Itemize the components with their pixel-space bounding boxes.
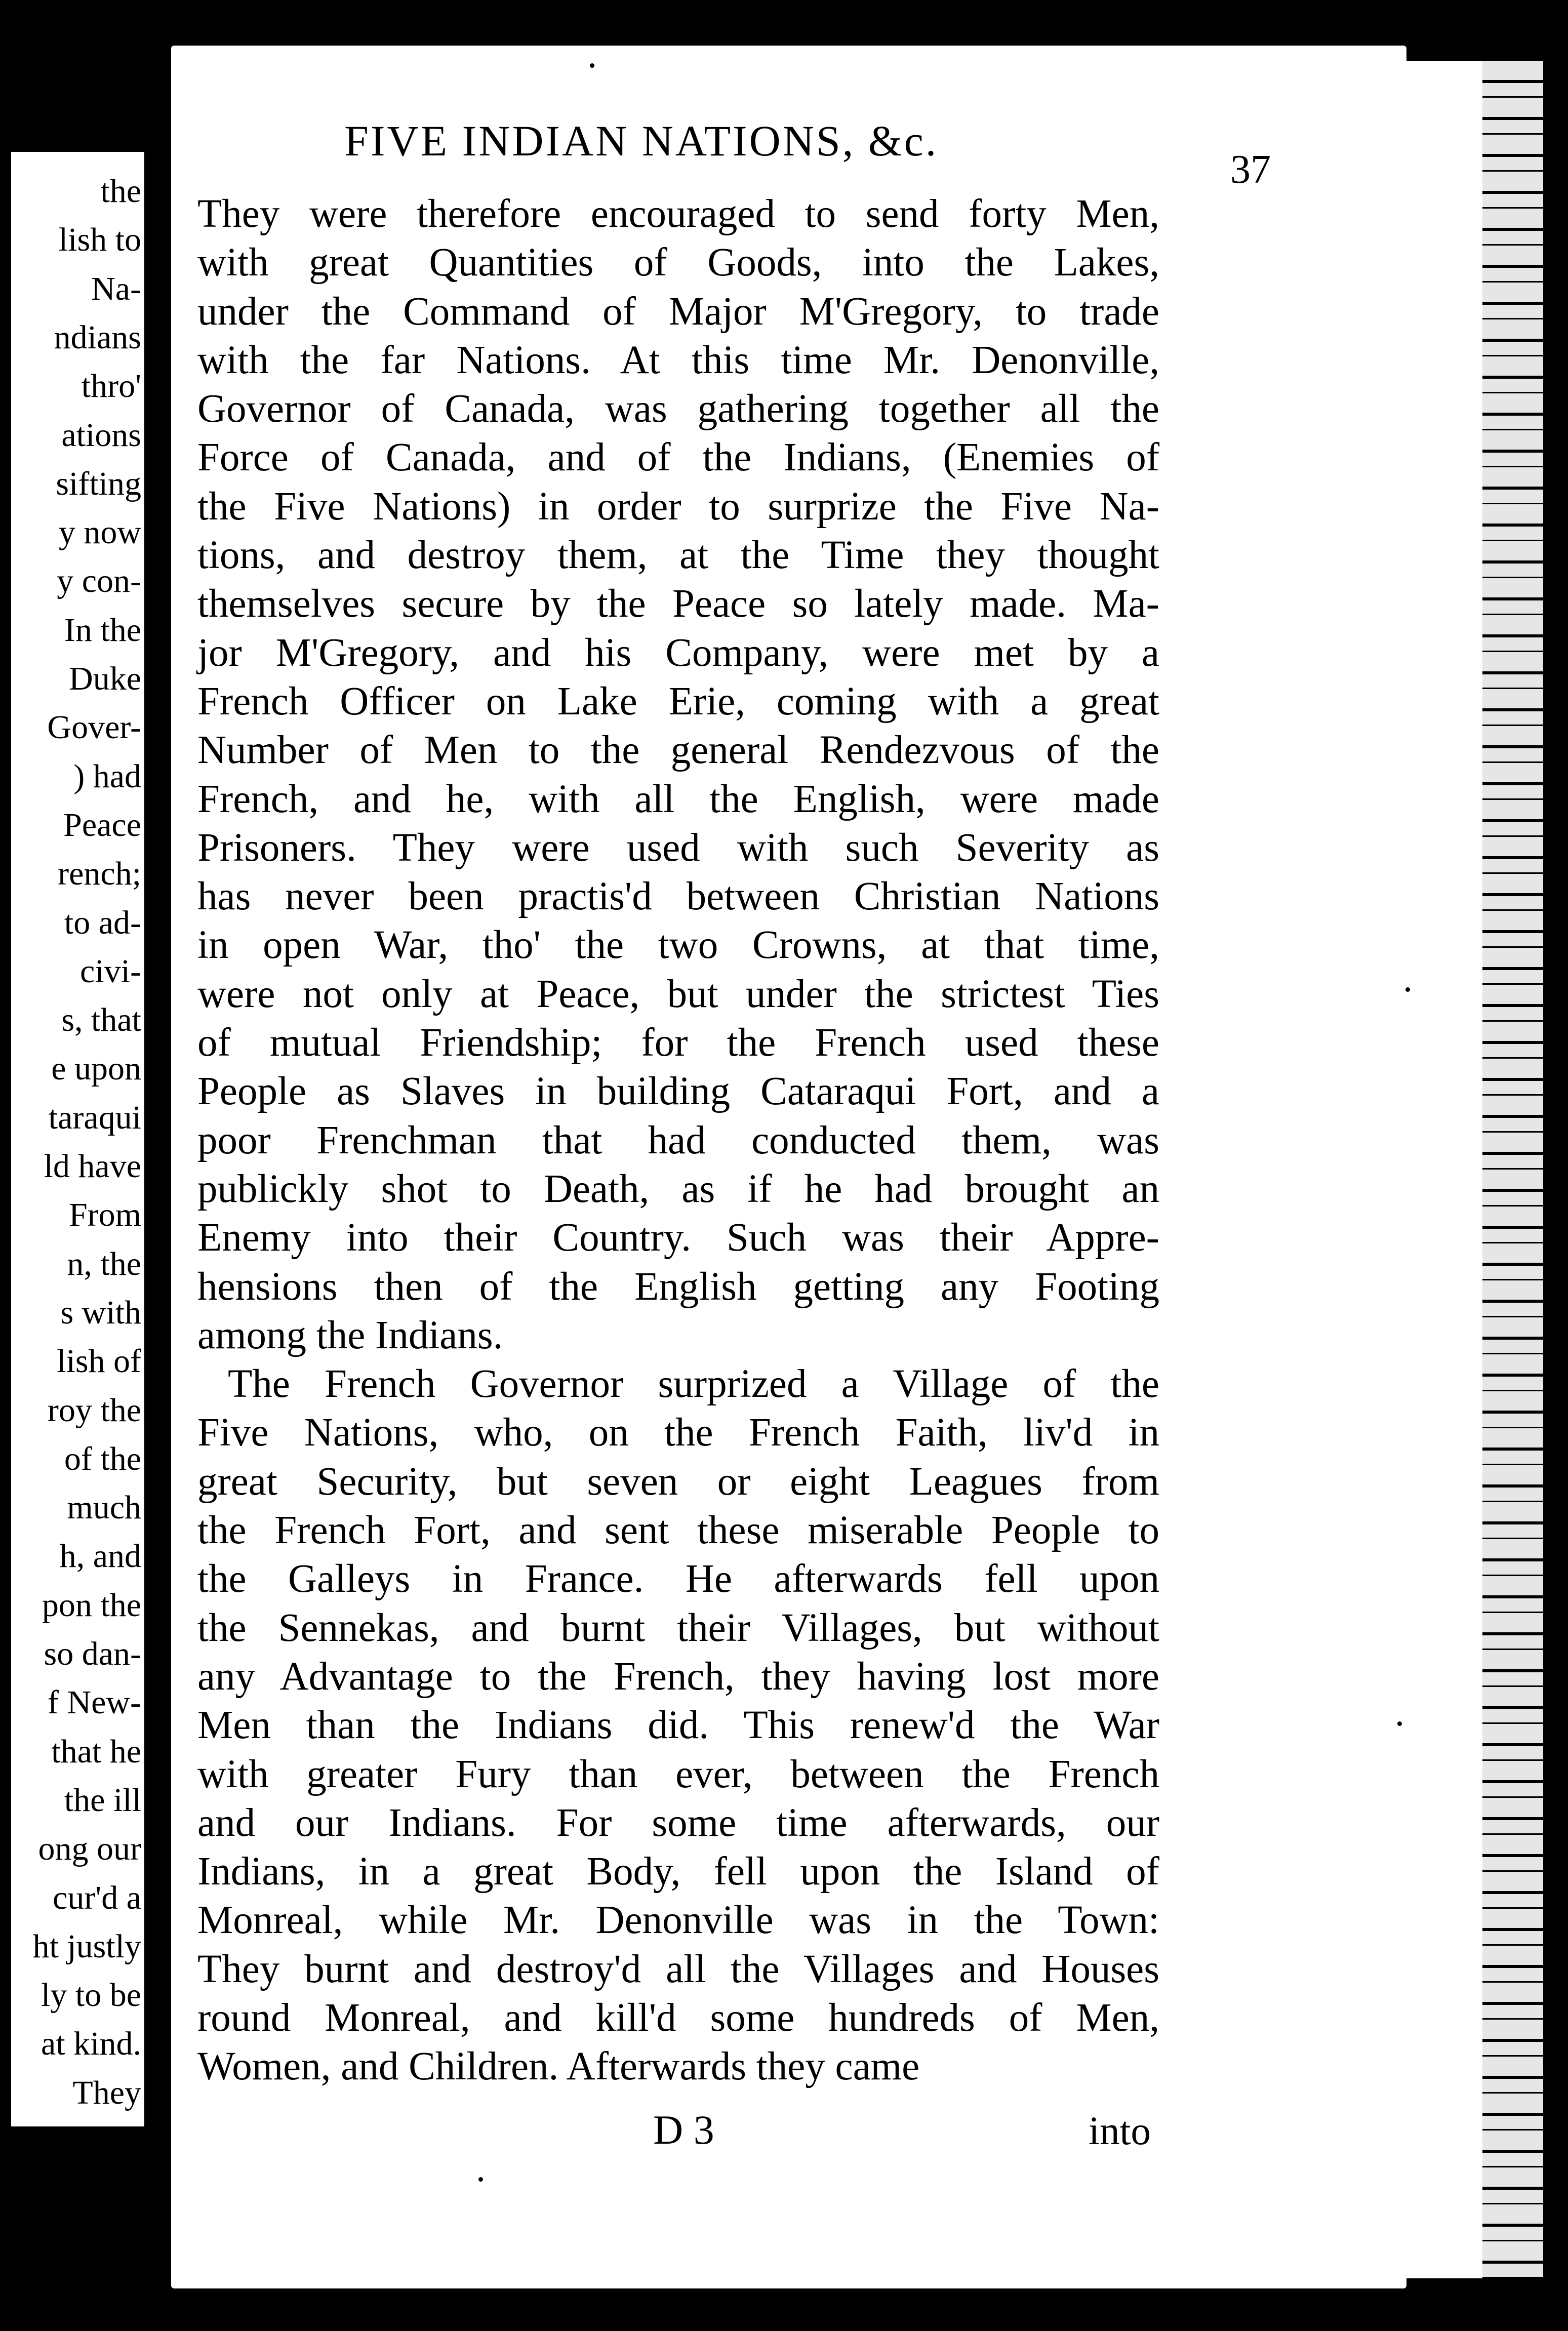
left-page-fragment: s, that <box>61 1001 141 1039</box>
left-page-fragment: the ill <box>64 1781 141 1819</box>
left-page-fragment: the <box>100 173 141 210</box>
left-page-fragment: that he <box>51 1733 141 1770</box>
left-page-fragment: f New- <box>47 1684 141 1721</box>
catchword: into <box>1089 2109 1151 2153</box>
running-head: FIVE INDIAN NATIONS, &c. <box>344 116 939 165</box>
body-line: hensions then of the English getting any Footing <box>197 1264 1159 1309</box>
left-page-fragment: rench; <box>58 855 141 893</box>
left-page-fragment: ations <box>61 416 141 454</box>
left-page-fragment: so dan- <box>44 1635 141 1672</box>
body-line: the Galleys in France. He afterwards fell upon <box>197 1557 1159 1601</box>
left-page-fragment: In the <box>64 611 141 649</box>
body-line: Five Nations, who, on the French Faith, liv'd in <box>197 1411 1159 1455</box>
body-line: of mutual Friendship; for the French used these <box>197 1021 1159 1065</box>
left-page-fragment: ) had <box>73 757 141 795</box>
body-line: French Officer on Lake Erie, coming with a great <box>197 679 1159 724</box>
body-line: French, and he, with all the English, were made <box>197 777 1159 821</box>
body-line: among the Indians. <box>197 1313 503 1357</box>
left-page-fragment: cur'd a <box>53 1879 141 1916</box>
left-page-fragment: ong our <box>38 1830 141 1868</box>
page-number: 37 <box>1230 147 1271 192</box>
body-line: with greater Fury than ever, between the French <box>197 1752 1159 1796</box>
body-line: with great Quantities of Goods, into the Lakes, <box>197 240 1159 285</box>
ink-speck <box>590 63 594 68</box>
body-line: tions, and destroy them, at the Time they thought <box>197 533 1159 578</box>
left-page-fragment: Na- <box>91 270 141 307</box>
body-line: Force of Canada, and of the Indians, (Enemies of <box>197 435 1159 480</box>
left-facing-page <box>11 152 144 2126</box>
left-page-fragment: ly to be <box>41 1977 141 2014</box>
left-page-fragment: y con- <box>57 562 141 600</box>
body-line: great Security, but seven or eight Leagues from <box>197 1459 1159 1504</box>
body-line: publickly shot to Death, as if he had brought an <box>197 1167 1159 1211</box>
left-page-fragment: y now <box>58 514 141 551</box>
body-line: the Five Nations) in order to surprize the Five Na- <box>197 484 1159 529</box>
body-line: Prisoners. They were used with such Severity as <box>197 825 1159 870</box>
body-line: Governor of Canada, was gathering together all the <box>197 387 1159 431</box>
left-page-fragment: taraqui <box>48 1099 141 1136</box>
body-line: jor M'Gregory, and his Company, were met by a <box>197 630 1159 675</box>
body-line: any Advantage to the French, they having lost more <box>197 1654 1159 1699</box>
left-page-fragment: of the <box>64 1440 141 1477</box>
ink-speck <box>1397 1721 1402 1726</box>
body-line: They burnt and destroy'd all the Villages and Houses <box>197 1947 1159 1991</box>
body-line: the Sennekas, and burnt their Villages, but without <box>197 1605 1159 1650</box>
left-page-fragment: roy the <box>47 1391 141 1429</box>
body-line: with the far Nations. At this time Mr. Denonville, <box>197 338 1159 382</box>
left-page-fragment: at kind. <box>41 2025 141 2063</box>
body-line: in open War, tho' the two Crowns, at that time, <box>197 923 1159 968</box>
page-right-edge-inner <box>1406 61 1482 2278</box>
body-line: under the Command of Major M'Gregory, to trade <box>197 289 1159 334</box>
body-line: themselves secure by the Peace so lately made. Ma- <box>197 582 1159 626</box>
body-line: the French Fort, and sent these miserable People to <box>197 1508 1159 1553</box>
body-line: They were therefore encouraged to send forty Men, <box>197 192 1159 236</box>
left-page-fragment: ht justly <box>32 1927 141 1965</box>
left-page-fragment: ld have <box>44 1148 141 1185</box>
ink-speck <box>1405 987 1410 992</box>
left-page-fragment: Duke <box>69 660 141 697</box>
left-page-fragment: civi- <box>80 952 141 990</box>
left-page-fragment: thro' <box>81 368 141 405</box>
left-page-fragment: ndians <box>54 318 141 356</box>
left-page-fragment: Gover- <box>47 709 141 746</box>
body-text <box>197 190 1159 2092</box>
body-line: has never been practis'd between Christian Nations <box>197 874 1159 919</box>
body-line: Men than the Indians did. This renew'd the War <box>197 1703 1159 1748</box>
body-line: People as Slaves in building Cataraqui Fort, and a <box>197 1069 1159 1114</box>
left-page-fragment: They <box>72 2074 141 2111</box>
left-page-fragment: pon the <box>42 1586 141 1624</box>
body-line: Number of Men to the general Rendezvous of the <box>197 728 1159 773</box>
left-page-fragment: h, and <box>59 1538 141 1575</box>
left-page-fragment: e upon <box>51 1050 141 1088</box>
left-page-fragment: to ad- <box>64 904 141 941</box>
left-page-fragment: From <box>68 1196 141 1234</box>
left-page-fragment: s with <box>60 1294 141 1331</box>
body-line: Monreal, while Mr. Denonville was in the Town: <box>197 1898 1159 1943</box>
signature-mark: D 3 <box>653 2107 714 2153</box>
left-page-fragment: lish to <box>58 221 141 259</box>
left-page-fragment: sifting <box>56 465 141 502</box>
ink-speck <box>478 2177 483 2182</box>
body-line: Women, and Children. Afterwards they came <box>197 2044 920 2089</box>
left-page-fragment: n, the <box>67 1245 141 1282</box>
body-line: round Monreal, and kill'd some hundreds of Men, <box>197 1995 1159 2040</box>
body-line: The French Governor surprized a Village of the <box>228 1362 1159 1406</box>
body-line: were not only at Peace, but under the strictest Ties <box>197 972 1159 1016</box>
left-page-fragment: Peace <box>63 806 141 843</box>
left-page-fragment: much <box>67 1489 141 1526</box>
body-line: and our Indians. For some time afterwards, our <box>197 1800 1159 1845</box>
left-page-fragment: lish of <box>57 1343 141 1380</box>
body-line: poor Frenchman that had conducted them, was <box>197 1118 1159 1162</box>
body-line: Indians, in a great Body, fell upon the Island of <box>197 1850 1159 1894</box>
body-line: Enemy into their Country. Such was their Appre- <box>197 1216 1159 1260</box>
